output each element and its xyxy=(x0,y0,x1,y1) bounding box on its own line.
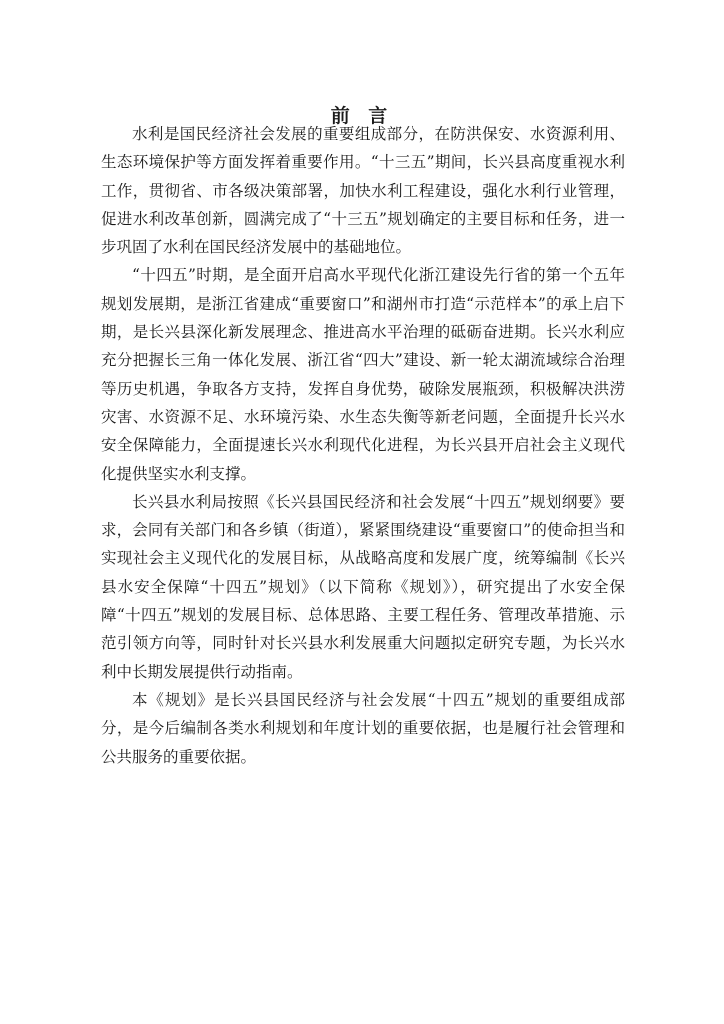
paragraph-4: 本《规划》是长兴县国民经济与社会发展“十四五”规划的重要组成部分，是今后编制各类水利规划和年度计划的重要依据，也是履行社会管理和公共服务的重要依据。 xyxy=(101,690,625,766)
paragraph-3: 长兴县水利局按照《长兴县国民经济和社会发展“十四五”规划纲要》要求，会同有关部门和各乡镇（街道），紧紧围绕建设“重要窗口”的使命担当和实现社会主义现代化的发展目标，从战略高度和发展广度，统筹编制《长兴县水安全保障“十四五”规划》（以下简称《规划》），研究提出了水安全保障“十四五”规划的发展目标、总体思路、主要工程任务、管理改革措施、示范引领方向等，同时针对长兴县水利发展重大问题拟定研究专题，为长兴水利中长期发展提供行动指南。 xyxy=(101,492,625,681)
page-title: 前 言 xyxy=(330,104,394,127)
paragraph-2: “十四五”时期，是全面开启高水平现代化浙江建设先行省的第一个五年规划发展期，是浙江省建成“重要窗口”和湖州市打造“示范样本”的承上启下期，是长兴县深化新发展理念、推进高水平治理的砥砺奋进期。长兴水利应充分把握长三角一体化发展、浙江省“四大”建设、新一轮太湖流域综合治理等历史机遇，争取各方支持，发挥自身优势，破除发展瓶颈，积极解决洪涝灾害、水资源不足、水环境污染、水生态失衡等新老问题，全面提升长兴水安全保障能力，全面提速长兴水利现代化进程，为长兴县开启社会主义现代化提供坚实水利支撑。 xyxy=(101,266,625,483)
paragraph-1: 水利是国民经济社会发展的重要组成部分，在防洪保安、水资源利用、生态环境保护等方面发挥着重要作用。“十三五”期间，长兴县高度重视水利工作，贯彻省、市各级决策部署，加快水利工程建设，强化水利行业管理，促进水利改革创新，圆满完成了“十三五”规划确定的主要目标和任务，进一步巩固了水利在国民经济发展中的基础地位。 xyxy=(101,125,625,257)
document-body xyxy=(101,120,625,771)
